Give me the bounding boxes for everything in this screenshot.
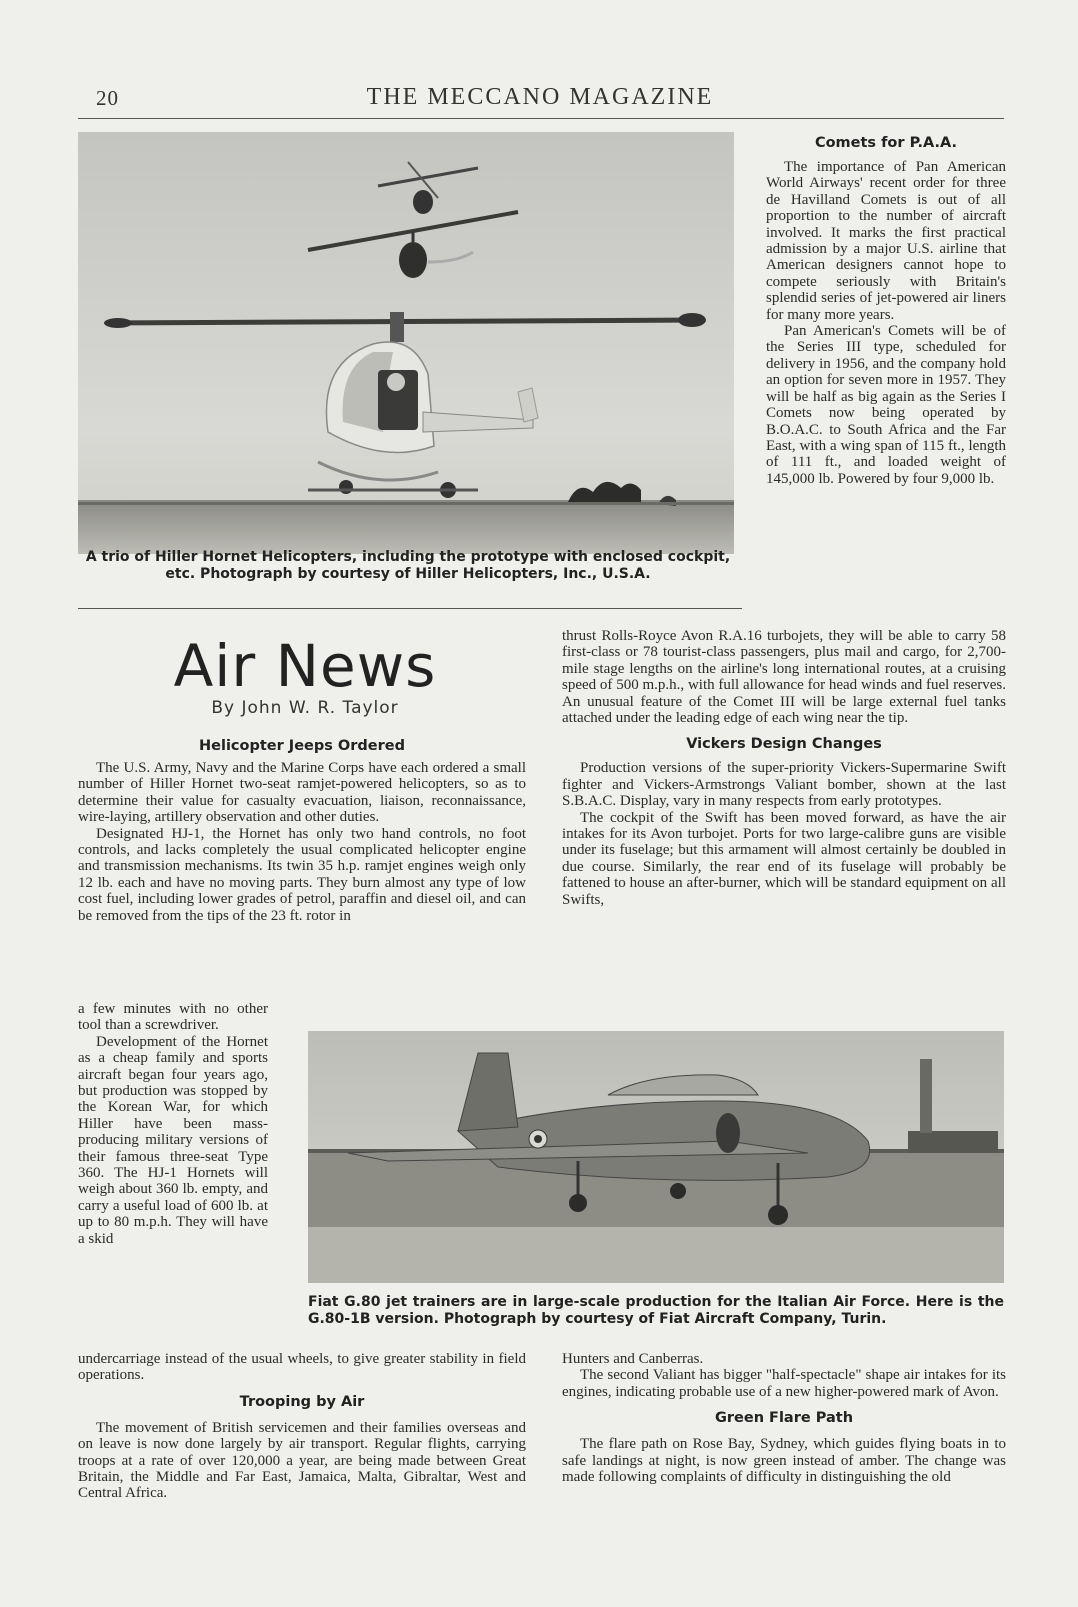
flare-section bbox=[562, 1351, 1006, 1485]
trooping-heading: Trooping by Air bbox=[239, 1393, 365, 1410]
flare-paragraph-1: The flare path on Rose Bay, Sydney, which guides flying boats in to safe landings at night, is now green instead of amber. The change was made following complaints of difficulty in distinguishing the old bbox=[562, 1436, 1006, 1486]
comets-section bbox=[766, 135, 1006, 487]
comets-heading: Comets for P.A.A. bbox=[814, 135, 958, 151]
trooping-section bbox=[78, 1351, 526, 1502]
helicopter-paragraph-2: Designated HJ-1, the Hornet has only two hand controls, no foot controls, and lacks completely the usual complicated helicopter engine and transmission mechanisms. Its twin 35 h.p. ramjet engines weigh only 12 lb. each and have no moving parts. They burn almost any type of low cost fuel, including lower grades of petrol, paraffin and diesel oil, and can be removed from the tips of the 23 ft. rotor in bbox=[78, 825, 526, 924]
comets-paragraph-2-continued: thrust Rolls-Royce Avon R.A.16 turbojets, they will be able to carry 58 first-class or 78 tourist-class passengers, plus mail and cargo, for 2,700-mile stage lengths on the airline's long international routes, at a cruising speed of 500 m.p.h., with full allowance for head winds and fuel reserves. An unusual feature of the Comet III will be large external fuel tanks attached under the leading edge of each wing near the tip. bbox=[562, 628, 1006, 727]
trooping-paragraph-1: The movement of British servicemen and their families overseas and on leave is now done largely by air transport. Regular flights, carrying troops at a rate of over 120,000 a year, are being made between Great Britain, the Middle and Far East, Jamaica, Malta, Gibraltar, West and Central Africa. bbox=[78, 1419, 526, 1502]
article-byline: By John W. R. Taylor bbox=[211, 698, 399, 718]
helicopter-narrow-column bbox=[78, 1001, 268, 1247]
helicopter-paragraph-3-continued: undercarriage instead of the usual wheels, to give greater stability in field operations. bbox=[78, 1351, 526, 1384]
comets-continued bbox=[562, 628, 1006, 908]
helicopter-photo-caption: A trio of Hiller Hornet Helicopters, including the prototype with enclosed cockpit, etc. Photograph by courtesy of Hiller Helicopters, Inc., U.S.A. bbox=[85, 549, 731, 582]
helicopter-photo bbox=[78, 132, 734, 554]
vickers-paragraph-3: Hunters and Canberras. bbox=[562, 1351, 704, 1367]
helicopter-heading: Helicopter Jeeps Ordered bbox=[199, 738, 405, 754]
header-rule bbox=[78, 118, 1004, 119]
helicopter-paragraph-3: Development of the Hornet as a cheap family and sports aircraft began four years ago, but production was stopped by the Korean War, for which Hiller have been mass-producing military versions of their famous three-seat Type 360. The HJ-1 Hornets will weigh about 360 lb. empty, and carry a useful load of 600 lb. at up to 80 m.p.h. They will have a skid bbox=[78, 1033, 268, 1247]
vickers-paragraph-4: The second Valiant has bigger "half-spectacle" shape air intakes for its engines, indicating probable use of a new higher-powered mark of Avon. bbox=[562, 1367, 1006, 1400]
helicopter-section bbox=[78, 738, 526, 924]
helicopter-paragraph-1: The U.S. Army, Navy and the Marine Corps have each ordered a small number of Hiller Hornet two-seat ramjet-powered helicopters, so as to determine their value for casualty evacuation, liaison, reconnaissance, wire-laying, artillery observation and other duties. bbox=[78, 760, 526, 826]
vickers-paragraph-2: The cockpit of the Swift has been moved forward, as have the air intakes for its Avon turbojet. Ports for two large-calibre guns are visible under its fuselage; but this armament will almost certainly be doubled in due course. Similarly, the rear end of its fuselage will probably be fattened to house an after-burner, which will be standard equipment on all Swifts, bbox=[562, 809, 1006, 908]
fiat-jet-photo bbox=[308, 1031, 1004, 1283]
magazine-title: THE MECCANO MAGAZINE bbox=[366, 84, 714, 110]
page-number: 20 bbox=[96, 86, 119, 110]
helicopter-paragraph-2-continued: a few minutes with no other tool than a screwdriver. bbox=[78, 1001, 268, 1034]
caption-rule bbox=[78, 608, 742, 609]
comets-paragraph-1: The importance of Pan American World Airways' recent order for three de Havilland Comets is out of all proportion to the number of aircraft involved. It marks the first practical admission by a major U.S. airline that American designers cannot hope to compete seriously with Britain's splendid series of jet-powered air liners for many more years. bbox=[766, 159, 1006, 323]
vickers-paragraph-1: Production versions of the super-priority Vickers-Supermarine Swift fighter and Vickers-Armstrongs Valiant bomber, shown at the last S.B.A.C. Display, vary in many respects from early prototypes. bbox=[562, 760, 1006, 810]
vickers-heading: Vickers Design Changes bbox=[686, 736, 882, 753]
article-title: Air News bbox=[173, 632, 437, 700]
comets-paragraph-2: Pan American's Comets will be of the Series III type, scheduled for delivery in 1956, and the company hold an option for seven more in 1957. They will be half as big again as the Series I Comets now being operated by B.O.A.C. to South Africa and the Far East, with a wing span of 115 ft., length of 111 ft., and loaded weight of 145,000 lb. Powered by four 9,000 lb. bbox=[766, 323, 1006, 487]
flare-heading: Green Flare Path bbox=[714, 1410, 854, 1427]
fiat-jet-photo-caption: Fiat G.80 jet trainers are in large-scale production for the Italian Air Force. Here is the G.80-1B version. Photograph by courtesy of Fiat Aircraft Company, Turin. bbox=[308, 1294, 1004, 1327]
